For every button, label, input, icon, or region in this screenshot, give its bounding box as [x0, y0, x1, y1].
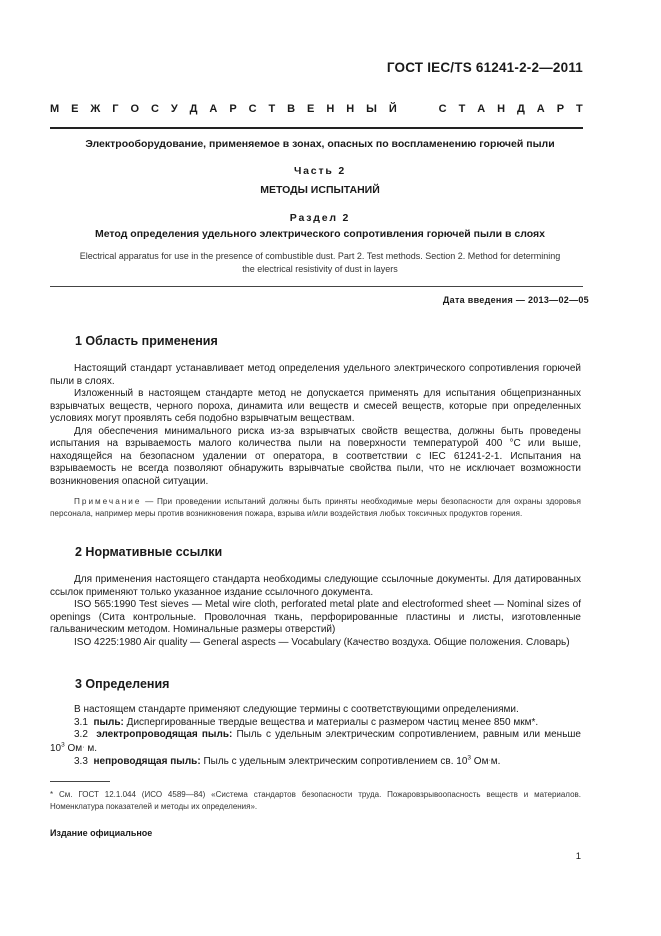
- english-title: [48, 250, 592, 276]
- banner-letter: Т: [458, 103, 466, 115]
- header-divider: [50, 127, 583, 129]
- banner-letter: С: [248, 103, 257, 115]
- english-title-line-1: Electrical apparatus for use in the presence of combustible dust. Part 2. Test methods. Section 2. Method for determining: [79, 251, 561, 261]
- title-divider: [50, 286, 583, 287]
- banner-letter: С: [150, 103, 159, 115]
- banner-letter: Р: [556, 103, 565, 115]
- banner-letter: А: [209, 103, 218, 115]
- section-3-body: [50, 704, 581, 768]
- banner-letter: Й: [388, 103, 397, 115]
- section-2-heading: 2 Нормативные ссылки: [75, 545, 223, 559]
- section-2-body: [50, 574, 581, 649]
- section-1-heading: 1 Область применения: [75, 334, 218, 348]
- banner-letter: Н: [497, 103, 506, 115]
- section-label: Раздел 2: [289, 212, 351, 224]
- banner-letter: Е: [71, 103, 79, 115]
- section-1-note: [50, 496, 581, 520]
- banner-letter: Ж: [90, 103, 101, 115]
- footnote: * См. ГОСТ 12.1.044 (ИСО 4589—84) «Система стандартов безопасности труда. Пожаровзрывоопасность веществ и материалов. Номенклатура показателей и методы их определения».: [50, 790, 581, 811]
- banner-letter: Н: [326, 103, 335, 115]
- section-3-heading: 3 Определения: [75, 677, 170, 691]
- definition-3-1: 3.1 пыль: Диспергированные твердые вещества и материалы с размером частиц менее 850 мкм*.: [74, 716, 539, 728]
- section-1-paragraph: Для обеспечения минимального риска из-за взрывчатых свойств вещества, должны быть проведены испытания на взрываемость малого количества пыли на поверхности температурой 400 °С или выше, находящейся на безопасном удалении от оператора, в соответствии с IEC 61241-2-1. Испытания на взрываемость не всегда позволяют обнаружить взрывчатые свойства пыли, что не исключает возможности возникновения опасной ситуации.: [50, 425, 581, 487]
- section-2-paragraph: Для применения настоящего стандарта необходимы следующие ссылочные документы. Для датированных ссылок применяют только указанное издание ссылочного документа.: [50, 574, 581, 598]
- banner-letter: О: [130, 103, 140, 115]
- footnote-divider: [50, 781, 110, 782]
- section-1-paragraph: Настоящий стандарт устанавливает метод определения удельного электрического сопротивления горючей пыли в слоях.: [50, 363, 581, 387]
- banner-letter: М: [50, 103, 60, 115]
- interstate-standard-banner: [50, 103, 583, 115]
- banner-letter: С: [438, 103, 447, 115]
- definition-3-3: 3.3 непроводящая пыль: Пыль с удельным электрическим сопротивлением св. $10^3$ Ом·м.: [74, 754, 501, 767]
- banner-letter: [424, 103, 427, 115]
- banner-letter: Р: [229, 103, 237, 115]
- banner-letter: [409, 103, 412, 115]
- section-1-paragraph: Изложенный в настоящем стандарте метод не допускается применять для испытания общепризнанных взрывчатых веществ, черного пороха, динамита или веществ и смесей веществ, которые при определенных условиях могут проявлять себя подобно взрывчатым веществам.: [50, 388, 581, 424]
- english-title-line-2: the electrical resistivity of dust in layers: [242, 264, 398, 274]
- official-edition-label: Издание официальное: [50, 828, 153, 838]
- introduction-date: Дата введения — 2013—02—05: [442, 295, 589, 305]
- section-2-paragraph: ISO 4225:1980 Air quality — General aspects — Vocabulary (Качество воздуха. Общие положения. Словарь): [74, 636, 570, 648]
- banner-letter: Е: [307, 103, 315, 115]
- section-2-paragraph: ISO 565:1990 Test sieves — Metal wire cloth, perforated metal plate and electroformed sheet — Nominal sizes of openings (Сита контрольные. Проволочная ткань, перфорированные пластины и листы, изготовленные гальваническим методом. Номинальные размеры отверстий): [50, 599, 581, 635]
- banner-letter: А: [536, 103, 545, 115]
- part-title: МЕТОДЫ ИСПЫТАНИЙ: [260, 184, 380, 196]
- part-label: Часть 2: [293, 165, 346, 177]
- section-title: Метод определения удельного электрического сопротивления горючей пыли в слоях: [94, 228, 546, 240]
- banner-letter: Ы: [366, 103, 377, 115]
- banner-letter: Т: [268, 103, 276, 115]
- section-3-paragraph: В настоящем стандарте применяют следующие термины с соответствующими определениями.: [74, 704, 519, 715]
- note-label: Примечание: [74, 497, 142, 506]
- banner-letter: Д: [189, 103, 198, 115]
- section-1-body: [50, 363, 581, 488]
- banner-letter: У: [170, 103, 178, 115]
- banner-letter: Т: [575, 103, 583, 115]
- document-title: Электрооборудование, применяемое в зонах, опасных по воспламенению горючей пыли: [85, 138, 555, 150]
- page-number: 1: [575, 851, 581, 862]
- banner-letter: А: [477, 103, 486, 115]
- banner-letter: В: [287, 103, 296, 115]
- note-text: — При проведении испытаний должны быть приняты необходимые меры безопасности для охраны здоровья персонала, например меры против возникновения пожара, взрыва и/или воздействия любых токсичных продуктов горения.: [50, 497, 581, 518]
- document-designation: ГОСТ IEC/TS 61241-2-2—2011: [386, 60, 583, 75]
- banner-letter: Д: [517, 103, 525, 115]
- banner-letter: Г: [112, 103, 119, 115]
- definition-3-2: 3.2 электропроводящая пыль: Пыль с удельным электрическим сопротивлением, равным или меньше $10^3$ Ом· м.: [50, 729, 581, 754]
- banner-letter: Н: [346, 103, 355, 115]
